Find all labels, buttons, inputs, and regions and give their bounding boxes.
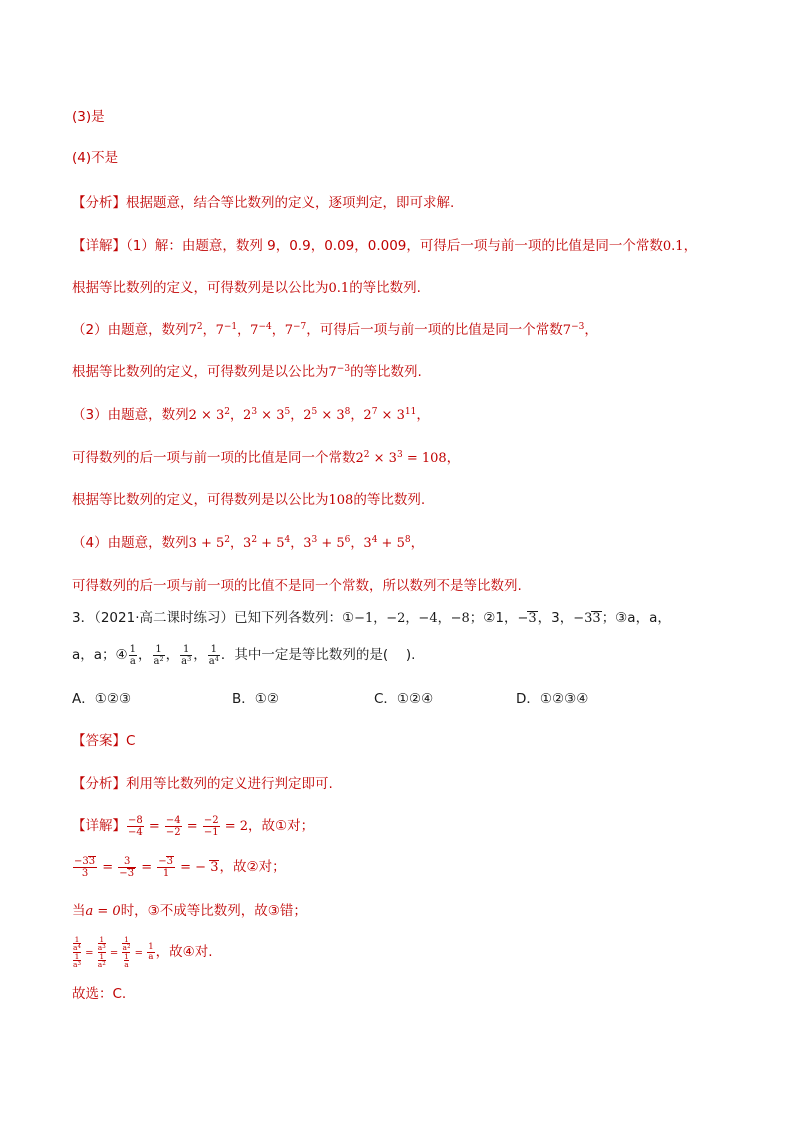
answer-options — [72, 689, 672, 709]
detail-2b: 根据等比数列的定义，可得数列是以公比为$7^{-3}$的等比数列. — [72, 364, 422, 380]
part3-answer: (3)是 — [72, 109, 105, 125]
detail-3c: 根据等比数列的定义，可得数列是以公比为108的等比数列. — [72, 492, 426, 508]
question-3-line1: 3．（2021·高二课时练习）已知下列各数列：①−1，−2，−4，−8；②1，−3，3，−33；③a，a， — [72, 610, 671, 626]
detail-4b: 可得数列的后一项与前一项的比值不是同一个常数，所以数列不是等比数列. — [72, 578, 522, 594]
part4-answer: (4)不是 — [72, 150, 119, 166]
detail-b4: $\frac{\frac{1}{a^4}}{\frac{1}{a^3}}$ = $\frac{\frac{1}{a^3}}{\frac{1}{a^2}}$ = $\frac{\frac{1}{a^2}}{\frac{1}{a}}$ = $\frac{1}{a}$ ，故④对. — [73, 934, 213, 969]
detail-b2: $\frac{-33}{3}$ = $\frac{3}{-3}$ = $\frac{-3}{1}$ = − 3，故②对； — [74, 855, 286, 879]
analysis-1: 【分析】根据题意，结合等比数列的定义，逐项判定，即可求解. — [72, 195, 455, 211]
seq-2: $7^2$，$7^{-1}$，$7^{-4}$，$7^{-7}$ — [188, 322, 307, 338]
detail-2: （2）由题意，数列$7^2$，$7^{-1}$，$7^{-4}$，$7^{-7}$，可得后一项与前一项的比值是同一个常数$7^{-3}$， — [72, 322, 598, 338]
detail-b3: 当a = 0时，③不成等比数列，故③错； — [72, 903, 307, 919]
detail-1: 【详解】（1）解：由题意，数列 9，0.9，0.09，0.009，可得后一项与前一项的比值是同一个常数0.1， — [72, 238, 698, 254]
option-d[interactable]: D．①②③④ — [516, 691, 589, 707]
option-a[interactable]: A．①②③ — [72, 691, 132, 707]
detail-3: （3）由题意，数列$2 \times 3^2$，$2^3 \times 3^5$，$2^5 \times 3^8$，$2^7 \times 3^{11}$， — [72, 407, 430, 423]
detail-3b: 可得数列的后一项与前一项的比值是同一个常数$2^2 \times 3^3 = 108$， — [72, 450, 461, 466]
detail-4: （4）由题意，数列$3 + 5^2$，$3^2 + 5^4$，$3^3 + 5^6$，$3^4 + 5^8$， — [72, 535, 425, 551]
seq-4: $3 + 5^2$，$3^2 + 5^4$，$3^3 + 5^6$，$3^4 + 5^8$ — [188, 535, 411, 551]
option-b[interactable]: B．①② — [232, 691, 279, 707]
option-c[interactable]: C．①②④ — [374, 691, 434, 707]
detail-b1: 【详解】 $\frac{-8}{-4}$ = $\frac{-4}{-2}$ = $\frac{-2}{-1}$ = 2，故①对； — [72, 814, 315, 838]
question-3-line2: a，a；④ $\frac{1}{a}$ ， $\frac{1}{a^2}$ ， $\frac{1}{a^3}$ ， $\frac{1}{a^4}$ ．其中一定是等比数列的是( ). — [72, 643, 416, 667]
answer: 【答案】C — [72, 733, 136, 749]
conclusion: 故选：C. — [72, 986, 127, 1002]
analysis-2: 【分析】利用等比数列的定义进行判定即可. — [72, 776, 333, 792]
detail-1b: 根据等比数列的定义，可得数列是以公比为0.1的等比数列. — [72, 280, 421, 296]
seq-3: $2 \times 3^2$，$2^3 \times 3^5$，$2^5 \times 3^8$，$2^7 \times 3^{11}$ — [188, 407, 417, 423]
